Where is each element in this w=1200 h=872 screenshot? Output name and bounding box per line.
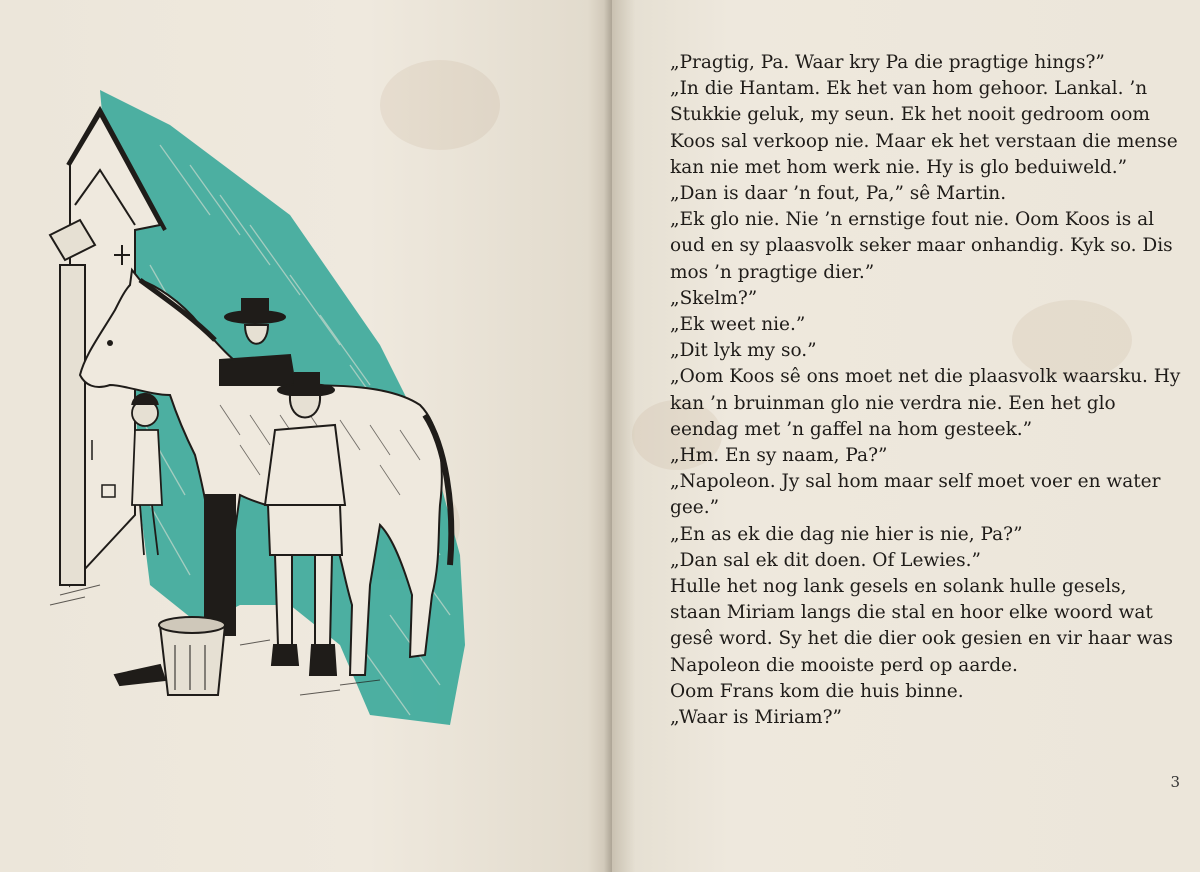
right-page: [612, 0, 1200, 872]
paragraph: „Dit lyk my so.”: [670, 340, 817, 362]
paragraph: „Oom Koos sê ons moet net die plaasvolk waarsku. Hy kan ’n bruinman glo nie verdra nie. Een het glo eendag met ’n gaffel na hom gesteek.”: [670, 366, 1181, 440]
page-number: 3: [1170, 773, 1180, 791]
bucket: [115, 617, 225, 695]
paragraph: „Skelm?”: [670, 287, 758, 309]
paragraph: „In die Hantam. Ek het van hom gehoor. Lankal. ’n Stukkie geluk, my seun. Ek het nooit gedroom oom Koos sal verkoop nie. Maar ek het verstaan die mense kan nie met hom werk nie. Hy is glo beduiweld.”: [670, 78, 1178, 178]
paragraph: „Waar is Miriam?”: [670, 707, 842, 729]
paragraph: „Napoleon. Jy sal hom maar self moet voer en water gee.”: [670, 471, 1161, 519]
stable-illustration: [40, 85, 470, 735]
paragraph: „Dan is daar ’n fout, Pa,” sê Martin.: [670, 183, 1007, 205]
paragraph: „Dan sal ek dit doen. Of Lewies.”: [670, 549, 981, 571]
body-text: [670, 50, 1182, 731]
paragraph: „En as ek die dag nie hier is nie, Pa?”: [670, 523, 1023, 545]
paragraph: „Ek weet nie.”: [670, 314, 806, 336]
paragraph: „Ek glo nie. Nie ’n ernstige fout nie. Oom Koos is al oud en sy plaasvolk seker maar onhandig. Kyk so. Dis mos ’n pragtige dier.”: [670, 209, 1173, 283]
paragraph: Oom Frans kom die huis binne.: [670, 680, 964, 702]
paragraph: „Pragtig, Pa. Waar kry Pa die pragtige hings?”: [670, 52, 1105, 73]
paragraph: Hulle het nog lank gesels en solank hulle gesels, staan Miriam langs die stal en hoor elke woord wat gesê word. Sy het die dier ook gesien en vir haar was Napoleon die mooiste perd op aarde.: [670, 576, 1173, 676]
paragraph: „Hm. En sy naam, Pa?”: [670, 445, 888, 467]
